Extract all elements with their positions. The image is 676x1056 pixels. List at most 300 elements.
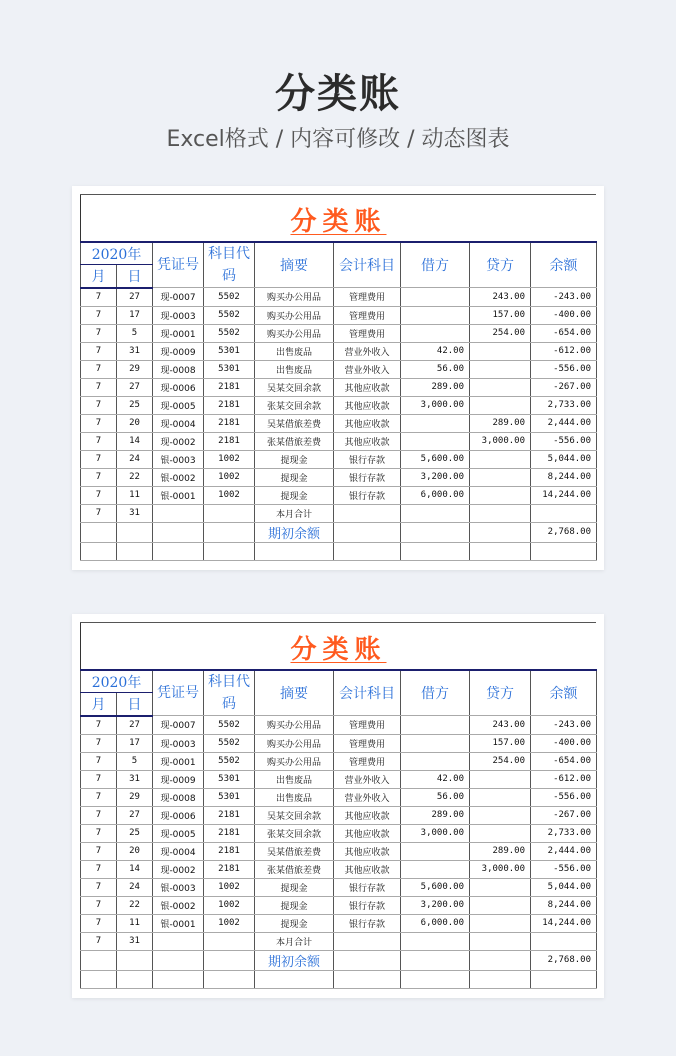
cell-balance: 8,244.00: [531, 468, 597, 486]
cell-debit: 5,600.00: [401, 878, 470, 896]
ledger-row: [81, 806, 597, 824]
cell-voucher: 银-0002: [153, 896, 204, 914]
cell-credit: 243.00: [470, 716, 531, 735]
cell-code: 5502: [204, 288, 255, 307]
cell-debit: [401, 288, 470, 307]
cell-month: 7: [81, 824, 117, 842]
cell-account: 其他应收款: [334, 860, 401, 878]
cell-balance: [531, 932, 597, 950]
cell-voucher: 银-0002: [153, 468, 204, 486]
empty-cell: [117, 542, 153, 560]
cell-voucher: 现-0005: [153, 396, 204, 414]
cell-code: 5301: [204, 342, 255, 360]
cell-code: 1002: [204, 450, 255, 468]
cell-account: 银行存款: [334, 450, 401, 468]
cell-month: 7: [81, 378, 117, 396]
cell-credit: 157.00: [470, 306, 531, 324]
cell-code: 1002: [204, 878, 255, 896]
empty-cell: [153, 522, 204, 542]
cell-balance: 14,244.00: [531, 914, 597, 932]
cell-summary: 购买办公用品: [255, 324, 334, 342]
cell-credit: [470, 396, 531, 414]
ledger-row: [81, 468, 597, 486]
cell-credit: 289.00: [470, 414, 531, 432]
cell-credit: [470, 878, 531, 896]
cell-day: 27: [117, 288, 153, 307]
cell-balance: 14,244.00: [531, 486, 597, 504]
cell-account: 银行存款: [334, 468, 401, 486]
cell-credit: [470, 788, 531, 806]
cell-debit: 56.00: [401, 360, 470, 378]
cell-summary: 张某借旅差费: [255, 432, 334, 450]
cell-code: 5502: [204, 716, 255, 735]
cell-month: 7: [81, 932, 117, 950]
cell-month: 7: [81, 288, 117, 307]
ledger-row: [81, 824, 597, 842]
cell-debit: [401, 932, 470, 950]
header-balance: 余额: [531, 242, 597, 288]
cell-account: 其他应收款: [334, 432, 401, 450]
empty-cell: [470, 970, 531, 988]
cell-summary: 吴某借旅差费: [255, 414, 334, 432]
cell-debit: [401, 324, 470, 342]
ledger-row: [81, 788, 597, 806]
ledger-row: [81, 842, 597, 860]
cell-day: 31: [117, 932, 153, 950]
cell-day: 25: [117, 824, 153, 842]
cell-account: [334, 504, 401, 522]
ledger-sheet-preview-2: [72, 614, 604, 998]
cell-day: 11: [117, 914, 153, 932]
cell-voucher: 现-0006: [153, 806, 204, 824]
cell-day: 29: [117, 788, 153, 806]
cell-account: 其他应收款: [334, 824, 401, 842]
ledger-row: [81, 860, 597, 878]
cell-balance: -243.00: [531, 716, 597, 735]
cell-day: 27: [117, 806, 153, 824]
header-account-name: 会计科目: [334, 670, 401, 716]
ledger-row: [81, 432, 597, 450]
cell-credit: [470, 450, 531, 468]
cell-day: 27: [117, 378, 153, 396]
empty-cell: [153, 950, 204, 970]
cell-summary: 吴某借旅差费: [255, 842, 334, 860]
empty-cell: [334, 542, 401, 560]
cell-credit: 243.00: [470, 288, 531, 307]
cell-account: 其他应收款: [334, 842, 401, 860]
empty-cell: [81, 542, 117, 560]
cell-balance: 2,444.00: [531, 842, 597, 860]
ledger-row: [81, 306, 597, 324]
beginning-balance-row: [81, 522, 597, 542]
header-row-top: [81, 670, 597, 693]
cell-credit: [470, 806, 531, 824]
empty-cell: [334, 522, 401, 542]
cell-summary: 购买办公用品: [255, 752, 334, 770]
cell-account: 管理费用: [334, 752, 401, 770]
cell-debit: [401, 414, 470, 432]
cell-code: 2181: [204, 432, 255, 450]
cell-credit: [470, 824, 531, 842]
cell-month: 7: [81, 878, 117, 896]
cell-voucher: 现-0008: [153, 788, 204, 806]
ledger-row: [81, 378, 597, 396]
cell-month: 7: [81, 842, 117, 860]
header-summary: 摘要: [255, 670, 334, 716]
header-voucher: 凭证号: [153, 670, 204, 716]
cell-day: 20: [117, 842, 153, 860]
cell-debit: [401, 752, 470, 770]
cell-summary: 吴某交回余款: [255, 378, 334, 396]
beginning-balance-label: 期初余额: [255, 522, 334, 542]
cell-voucher: 银-0001: [153, 486, 204, 504]
ledger-body: [81, 242, 597, 560]
cell-summary: 提现金: [255, 896, 334, 914]
ledger-title-row: [80, 195, 596, 241]
cell-month: 7: [81, 342, 117, 360]
cell-summary: 购买办公用品: [255, 306, 334, 324]
cell-account: 其他应收款: [334, 414, 401, 432]
cell-summary: 张某交回余款: [255, 824, 334, 842]
cell-balance: 2,733.00: [531, 824, 597, 842]
ledger-row: [81, 716, 597, 735]
cell-code: 2181: [204, 860, 255, 878]
cell-month: 7: [81, 896, 117, 914]
empty-cell: [117, 522, 153, 542]
cell-credit: [470, 378, 531, 396]
empty-cell: [401, 950, 470, 970]
empty-cell: [81, 950, 117, 970]
ledger-row: [81, 342, 597, 360]
cell-day: 24: [117, 878, 153, 896]
cell-debit: 42.00: [401, 342, 470, 360]
cell-credit: 254.00: [470, 752, 531, 770]
header-month: 月: [81, 265, 117, 288]
ledger-row: [81, 504, 597, 522]
cell-balance: 2,733.00: [531, 396, 597, 414]
cell-voucher: [153, 932, 204, 950]
cell-account: [334, 932, 401, 950]
cell-day: 24: [117, 450, 153, 468]
cell-balance: -612.00: [531, 770, 597, 788]
header-debit: 借方: [401, 670, 470, 716]
cell-voucher: 现-0005: [153, 824, 204, 842]
cell-day: 25: [117, 396, 153, 414]
cell-day: 27: [117, 716, 153, 735]
ledger-title: 分类账: [290, 207, 387, 237]
cell-voucher: 现-0007: [153, 288, 204, 307]
spacer-row: [81, 542, 597, 560]
cell-balance: -654.00: [531, 324, 597, 342]
cell-code: 1002: [204, 468, 255, 486]
cell-balance: -267.00: [531, 378, 597, 396]
cell-voucher: 银-0001: [153, 914, 204, 932]
cell-balance: -556.00: [531, 432, 597, 450]
cell-summary: 提现金: [255, 450, 334, 468]
ledger-row: [81, 932, 597, 950]
cell-month: 7: [81, 396, 117, 414]
header-summary: 摘要: [255, 242, 334, 288]
cell-month: 7: [81, 468, 117, 486]
ledger-row: [81, 414, 597, 432]
cell-month: 7: [81, 716, 117, 735]
cell-credit: 254.00: [470, 324, 531, 342]
empty-cell: [401, 970, 470, 988]
cell-voucher: 现-0003: [153, 734, 204, 752]
cell-code: 1002: [204, 896, 255, 914]
cell-account: 银行存款: [334, 896, 401, 914]
cell-code: 2181: [204, 806, 255, 824]
ledger-row: [81, 396, 597, 414]
cell-summary: 吴某交回余款: [255, 806, 334, 824]
cell-balance: -612.00: [531, 342, 597, 360]
empty-cell: [204, 970, 255, 988]
cell-code: [204, 504, 255, 522]
cell-summary: 提现金: [255, 878, 334, 896]
cell-credit: [470, 932, 531, 950]
cell-summary: 购买办公用品: [255, 734, 334, 752]
header-account-code: 科目代码: [204, 670, 255, 716]
empty-cell: [204, 542, 255, 560]
cell-month: 7: [81, 914, 117, 932]
cell-debit: [401, 860, 470, 878]
cell-month: 7: [81, 486, 117, 504]
cell-code: 5502: [204, 752, 255, 770]
cell-day: 22: [117, 468, 153, 486]
cell-summary: 本月合计: [255, 504, 334, 522]
cell-day: 14: [117, 860, 153, 878]
cell-debit: 5,600.00: [401, 450, 470, 468]
header-year: 2020年: [81, 242, 153, 265]
cell-summary: 出售废品: [255, 360, 334, 378]
header-credit: 贷方: [470, 242, 531, 288]
cell-credit: 289.00: [470, 842, 531, 860]
header-account-code: 科目代码: [204, 242, 255, 288]
cell-balance: -243.00: [531, 288, 597, 307]
cell-day: 17: [117, 306, 153, 324]
cell-voucher: 现-0002: [153, 860, 204, 878]
cell-balance: -556.00: [531, 788, 597, 806]
cell-debit: 3,000.00: [401, 824, 470, 842]
cell-day: 31: [117, 342, 153, 360]
cell-account: 管理费用: [334, 734, 401, 752]
cell-credit: [470, 914, 531, 932]
cell-voucher: 银-0003: [153, 878, 204, 896]
empty-cell: [117, 950, 153, 970]
cell-code: 2181: [204, 414, 255, 432]
cell-balance: -654.00: [531, 752, 597, 770]
cell-summary: 购买办公用品: [255, 288, 334, 307]
header-debit: 借方: [401, 242, 470, 288]
cell-account: 其他应收款: [334, 378, 401, 396]
cell-account: 管理费用: [334, 288, 401, 307]
empty-cell: [334, 950, 401, 970]
page-subtitle: Excel格式 / 内容可修改 / 动态图表: [166, 127, 510, 152]
cell-debit: 6,000.00: [401, 914, 470, 932]
empty-cell: [81, 522, 117, 542]
header-credit: 贷方: [470, 670, 531, 716]
empty-cell: [470, 522, 531, 542]
ledger-row: [81, 896, 597, 914]
cell-month: 7: [81, 450, 117, 468]
cell-day: 31: [117, 770, 153, 788]
cell-code: 5301: [204, 360, 255, 378]
cell-voucher: 现-0004: [153, 842, 204, 860]
empty-cell: [255, 542, 334, 560]
cell-day: 29: [117, 360, 153, 378]
ledger-title-row: [80, 623, 596, 669]
header-voucher: 凭证号: [153, 242, 204, 288]
cell-voucher: [153, 504, 204, 522]
cell-account: 其他应收款: [334, 396, 401, 414]
cell-debit: 3,200.00: [401, 468, 470, 486]
cell-month: 7: [81, 734, 117, 752]
cell-credit: [470, 468, 531, 486]
cell-debit: [401, 842, 470, 860]
header-year: 2020年: [81, 670, 153, 693]
cell-day: 11: [117, 486, 153, 504]
cell-month: 7: [81, 788, 117, 806]
cell-voucher: 现-0004: [153, 414, 204, 432]
cell-debit: [401, 734, 470, 752]
header-row-top: [81, 242, 597, 265]
cell-debit: 42.00: [401, 770, 470, 788]
cell-debit: [401, 716, 470, 735]
cell-balance: -556.00: [531, 860, 597, 878]
spacer-row: [81, 970, 597, 988]
cell-month: 7: [81, 324, 117, 342]
empty-cell: [334, 970, 401, 988]
cell-day: 5: [117, 752, 153, 770]
ledger-row: [81, 914, 597, 932]
cell-day: 22: [117, 896, 153, 914]
cell-code: 1002: [204, 486, 255, 504]
header-account-name: 会计科目: [334, 242, 401, 288]
cell-voucher: 现-0006: [153, 378, 204, 396]
empty-cell: [204, 950, 255, 970]
empty-cell: [117, 970, 153, 988]
cell-balance: -400.00: [531, 734, 597, 752]
cell-account: 营业外收入: [334, 788, 401, 806]
cell-month: 7: [81, 752, 117, 770]
cell-debit: 3,200.00: [401, 896, 470, 914]
cell-balance: 5,044.00: [531, 450, 597, 468]
cell-debit: [401, 504, 470, 522]
empty-cell: [531, 970, 597, 988]
cell-voucher: 银-0003: [153, 450, 204, 468]
cell-account: 营业外收入: [334, 770, 401, 788]
empty-cell: [401, 542, 470, 560]
ledger-grid: [80, 194, 596, 561]
cell-code: 5502: [204, 306, 255, 324]
beginning-balance-value: 2,768.00: [531, 522, 597, 542]
cell-account: 管理费用: [334, 306, 401, 324]
cell-credit: 3,000.00: [470, 860, 531, 878]
cell-debit: 3,000.00: [401, 396, 470, 414]
cell-day: 20: [117, 414, 153, 432]
cell-voucher: 现-0008: [153, 360, 204, 378]
cell-account: 管理费用: [334, 716, 401, 735]
cell-credit: [470, 342, 531, 360]
cell-summary: 提现金: [255, 486, 334, 504]
ledger-body: [81, 670, 597, 988]
ledger-sheet-preview-1: [72, 186, 604, 570]
empty-cell: [81, 970, 117, 988]
cell-month: 7: [81, 860, 117, 878]
cell-balance: -556.00: [531, 360, 597, 378]
empty-cell: [153, 542, 204, 560]
cell-voucher: 现-0009: [153, 342, 204, 360]
cell-debit: 6,000.00: [401, 486, 470, 504]
cell-voucher: 现-0003: [153, 306, 204, 324]
cell-summary: 提现金: [255, 914, 334, 932]
header-day: 日: [117, 265, 153, 288]
cell-code: 2181: [204, 378, 255, 396]
cell-code: 1002: [204, 914, 255, 932]
header-day: 日: [117, 693, 153, 716]
cell-summary: 提现金: [255, 468, 334, 486]
cell-credit: [470, 486, 531, 504]
empty-cell: [153, 970, 204, 988]
empty-cell: [470, 950, 531, 970]
cell-credit: 3,000.00: [470, 432, 531, 450]
cell-month: 7: [81, 414, 117, 432]
cell-voucher: 现-0009: [153, 770, 204, 788]
cell-code: 5301: [204, 770, 255, 788]
cell-debit: 56.00: [401, 788, 470, 806]
cell-day: 17: [117, 734, 153, 752]
cell-balance: [531, 504, 597, 522]
empty-cell: [204, 522, 255, 542]
cell-balance: -267.00: [531, 806, 597, 824]
cell-account: 营业外收入: [334, 360, 401, 378]
cell-summary: 本月合计: [255, 932, 334, 950]
ledger-title: 分类账: [290, 635, 387, 665]
cell-account: 银行存款: [334, 914, 401, 932]
cell-debit: 289.00: [401, 378, 470, 396]
cell-voucher: 现-0007: [153, 716, 204, 735]
cell-account: 管理费用: [334, 324, 401, 342]
ledger-row: [81, 450, 597, 468]
cell-code: [204, 932, 255, 950]
beginning-balance-label: 期初余额: [255, 950, 334, 970]
cell-account: 其他应收款: [334, 806, 401, 824]
cell-summary: 购买办公用品: [255, 716, 334, 735]
empty-cell: [531, 542, 597, 560]
header-month: 月: [81, 693, 117, 716]
cell-credit: [470, 504, 531, 522]
ledger-table: [80, 669, 597, 989]
cell-account: 营业外收入: [334, 342, 401, 360]
cell-balance: 8,244.00: [531, 896, 597, 914]
cell-summary: 出售废品: [255, 342, 334, 360]
cell-balance: -400.00: [531, 306, 597, 324]
cell-summary: 张某交回余款: [255, 396, 334, 414]
cell-credit: [470, 360, 531, 378]
cell-day: 31: [117, 504, 153, 522]
cell-day: 5: [117, 324, 153, 342]
ledger-row: [81, 486, 597, 504]
cell-month: 7: [81, 432, 117, 450]
empty-cell: [255, 970, 334, 988]
cell-credit: [470, 770, 531, 788]
ledger-row: [81, 324, 597, 342]
cell-code: 5301: [204, 788, 255, 806]
cell-month: 7: [81, 504, 117, 522]
cell-summary: 张某借旅差费: [255, 860, 334, 878]
cell-balance: 5,044.00: [531, 878, 597, 896]
beginning-balance-row: [81, 950, 597, 970]
